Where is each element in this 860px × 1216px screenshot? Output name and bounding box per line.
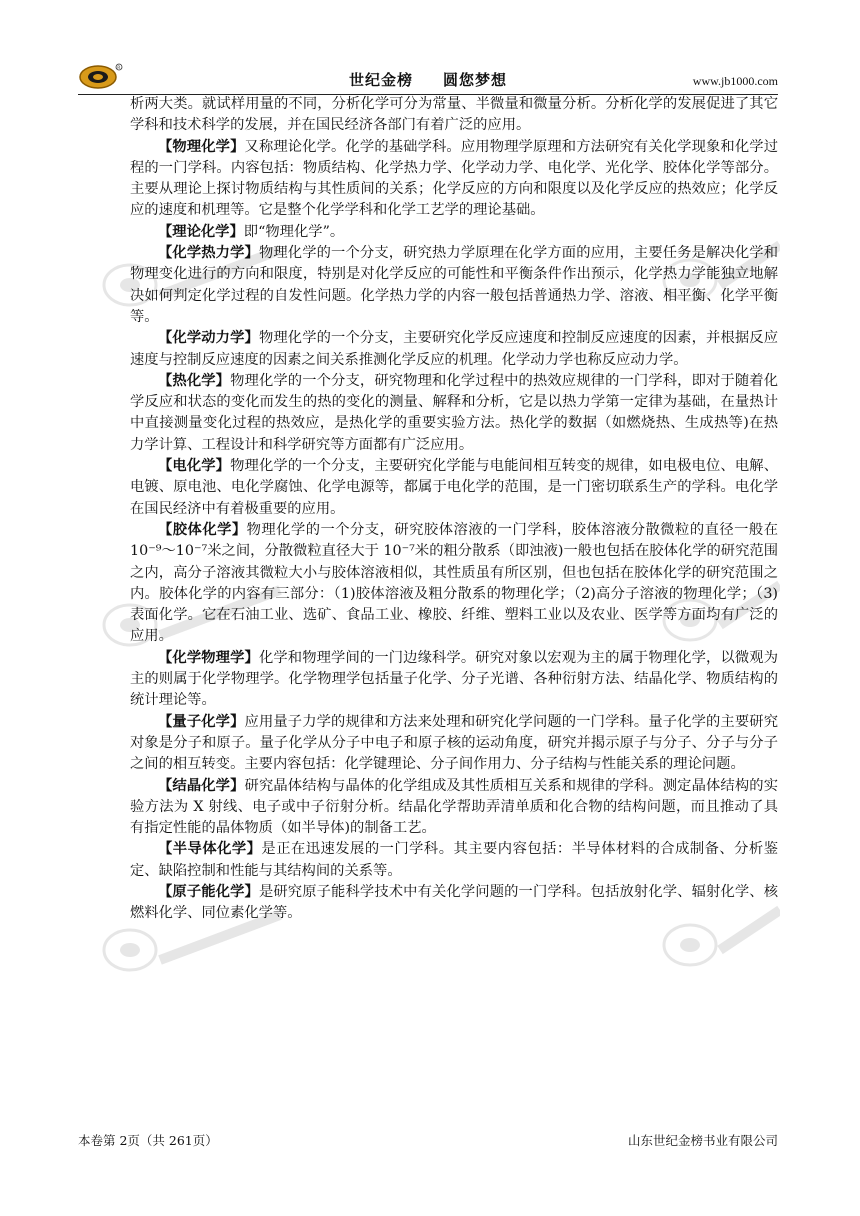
entry-term: 【结晶化学】 [158, 777, 245, 794]
page-footer [78, 1131, 778, 1149]
entry-term: 【电化学】 [158, 458, 231, 475]
entry-paragraph [130, 882, 778, 925]
entry-term: 【胶体化学】 [158, 521, 247, 538]
entry-text: 研究晶体结构与晶体的化学组成及其性质相互关系和规律的学科。测定晶体结构的实验方法为 X 射线、电子或中子衍射分析。结晶化学帮助弄清单质和化合物的结构问题，而且推动了具有指定性能的晶体物质（如半导体)的制备工艺。 [130, 777, 778, 837]
entry-paragraph [130, 520, 778, 648]
entry-text: 化学和物理学间的一门边缘科学。研究对象以宏观为主的属于物理化学，以微观为主的则属于化学物理学。化学物理学包括量子化学、分子光谱、各种衍射方法、结晶化学、物质结构的统计理论等。 [130, 649, 778, 709]
entry-text: 物理化学的一个分支，研究胶体溶液的一门学科，胶体溶液分散微粒的直径一般在 10⁻⁹～10⁻⁷米之间，分散微粒直径大于 10⁻⁷米的粗分散系（即浊液)一般也包括在胶体化学的研究范围之内，高分子溶液其微粒大小与胶体溶液相似，其性质虽有所区别，但也包括在胶体化学的研究范围之内。胶体化学的内容有三部分：（1)胶体溶液及粗分散系的物理化学；（2)高分子溶液的物理化学；（3)表面化学。它在石油工业、选矿、食品工业、橡胶、纤维、塑料工业以及农业、医学等方面均有广泛的应用。 [130, 521, 778, 645]
header-title [78, 69, 778, 90]
footer-page-info: 本卷第 2页（共 261页） [78, 1133, 218, 1148]
entry-term: 【化学动力学】 [158, 330, 259, 347]
entry-paragraph [130, 371, 778, 456]
footer-publisher: 山东世纪金榜书业有限公司 [627, 1133, 778, 1148]
entry-paragraph [130, 776, 778, 840]
entry-term: 【理论化学】 [158, 223, 244, 240]
entry-paragraph [130, 839, 778, 882]
header-title-right: 圆您梦想 [443, 71, 508, 89]
entry-term: 【化学物理学】 [158, 649, 259, 666]
entry-paragraph [130, 648, 778, 712]
entry-term: 【化学热力学】 [158, 245, 259, 262]
entry-term: 【热化学】 [158, 372, 231, 389]
entry-term: 【物理化学】 [158, 138, 245, 155]
entry-text: 物理化学的一个分支，研究物理和化学过程中的热效应规律的一门学科，即对于随着化学反应和状态的变化而发生的热的变化的测量、解释和分析，它是以热力学第一定律为基础，在量热计中直接测量变化过程的热效应，是热化学的重要实验方法。热化学的数据（如燃烧热、生成热等)在热力学计算、工程设计和科学研究等方面都有广泛应用。 [130, 372, 778, 453]
entry-text: 物理化学的一个分支，研究热力学原理在化学方面的应用，主要任务是解决化学和物理变化进行的方向和限度，特别是对化学反应的可能性和平衡条件作出预示，化学热力学能独立地解决如何判定化学过程的自发性问题。化学热力学的内容一般包括普通热力学、溶液、相平衡、化学平衡等。 [130, 245, 778, 325]
document-body [130, 94, 778, 925]
entry-text: 即“物理化学”。 [243, 223, 345, 240]
header-title-left: 世纪金榜 [348, 71, 413, 89]
entry-paragraph [130, 456, 778, 520]
entry-paragraph [130, 328, 778, 371]
entry-paragraph [130, 243, 778, 328]
entry-term: 【半导体化学】 [158, 841, 262, 858]
entry-text: 物理化学的一个分支，主要研究化学反应速度和控制反应速度的因素，并根据反应速度与控制反应速度的因素之间关系推测化学反应的机理。化学动力学也称反应动力学。 [130, 330, 778, 368]
entry-paragraph [130, 712, 778, 776]
entry-paragraph [130, 222, 778, 243]
svg-text:R: R [117, 65, 121, 71]
entry-list [130, 137, 778, 925]
intro-paragraph: 析两大类。就试样用量的不同，分析化学可分为常量、半微量和微量分析。分析化学的发展促进了其它学科和技术科学的发展，并在国民经济各部门有着广泛的应用。 [130, 96, 778, 134]
entry-term: 【原子能化学】 [158, 883, 259, 900]
entry-text: 是正在迅速发展的一门学科。其主要内容包括：半导体材料的合成制备、分析鉴定、缺陷控制和性能与其结构间的关系等。 [130, 841, 779, 879]
page-header [78, 60, 778, 95]
header-url: www.jb1000.com [692, 74, 778, 88]
entry-text: 又称理论化学。化学的基础学科。应用物理学原理和方法研究有关化学现象和化学过程的一门学科。内容包括：物质结构、化学热力学、化学动力学、电化学、光化学、胶体化学等部分。主要从理论上探讨物质结构与其性质间的关系；化学反应的方向和限度以及化学反应的热效应；化学反应的速度和机理等。它是整个化学学科和化学工艺学的理论基础。 [130, 138, 778, 219]
entry-paragraph [130, 137, 778, 222]
entry-text: 物理化学的一个分支，主要研究化学能与电能间相互转变的规律，如电极电位、电解、电镀、原电池、电化学腐蚀、化学电源等，都属于电化学的范围，是一门密切联系生产的学科。电化学在国民经济中有着极重要的应用。 [130, 458, 778, 517]
entry-text: 应用量子力学的规律和方法来处理和研究化学问题的一门学科。量子化学的主要研究对象是分子和原子。量子化学从分子中电子和原子核的运动角度，研究并揭示原子与分子、分子与分子之间的相互转变。主要内容包括：化学键理论、分子间作用力、分子结构与性能关系的理论问题。 [130, 713, 778, 773]
entry-term: 【量子化学】 [158, 713, 245, 730]
entry-text: 是研究原子能科学技术中有关化学问题的一门学科。包括放射化学、辐射化学、核燃料化学、同位素化学等。 [130, 883, 778, 922]
